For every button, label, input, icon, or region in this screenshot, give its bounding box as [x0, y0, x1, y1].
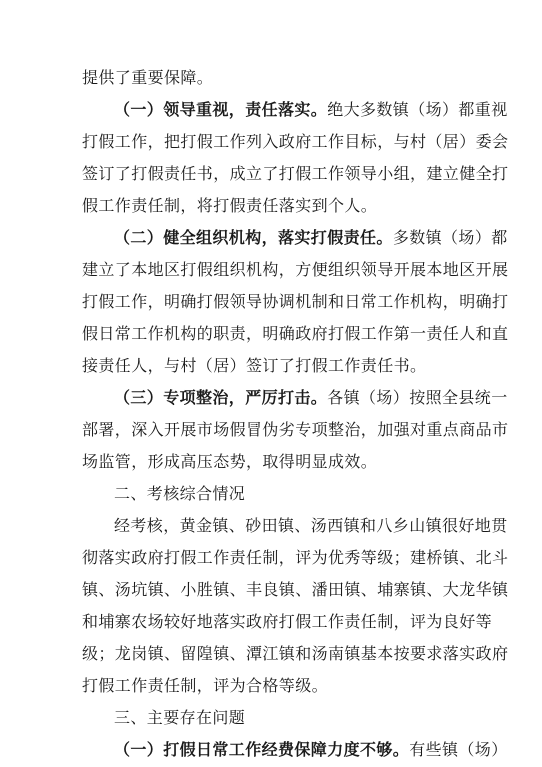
paragraph-heading: （一）领导重视，责任落实。: [114, 100, 328, 119]
line-text: 部署，深入开展市场假冒伪劣专项整治，加强对重点商品市: [82, 420, 509, 439]
line-text: 级；龙岗镇、留隍镇、潭江镇和汤南镇基本按要求落实政府: [82, 644, 509, 663]
paragraph-line: [82, 350, 466, 382]
line-text: 假日常工作机构的职责，明确政府打假工作第一责任人和直: [82, 324, 509, 343]
paragraph-line: [82, 606, 493, 638]
line-text: 签订了打假责任书，成立了打假工作领导小组，建立健全打: [82, 164, 509, 183]
paragraph-first-line: [82, 382, 508, 414]
section-title: 三、主要存在问题: [114, 708, 246, 727]
paragraph-line: [82, 670, 466, 702]
line-text: 绝大多数镇（场）都重视: [327, 100, 508, 119]
line-text: 彻落实政府打假工作责任制，评为优秀等级；建桥镇、北斗: [82, 548, 509, 567]
section-title: 二、考核综合情况: [114, 484, 246, 503]
line-text: 提供了重要保障。: [82, 68, 214, 87]
paragraph-heading: （三）专项整治，严厉打击。: [114, 388, 328, 407]
line-text: 打假工作，明确打假领导协调机制和日常工作机构，明确打: [82, 292, 509, 311]
line-text: 经考核，黄金镇、砂田镇、汤西镇和八乡山镇很好地贯: [114, 516, 508, 535]
paragraph-first-line: [82, 222, 508, 254]
document-page: [82, 62, 509, 766]
line-text: 镇、汤坑镇、小胜镇、丰良镇、潘田镇、埔寨镇、大龙华镇: [82, 580, 509, 599]
paragraph-heading: （二）健全组织机构，落实打假责任。: [114, 228, 393, 247]
paragraph-line: [82, 638, 509, 670]
paragraph-line: [82, 126, 509, 158]
line-text: 建立了本地区打假组织机构，方便组织领导开展本地区开展: [82, 260, 509, 279]
line-text: 打假工作，把打假工作列入政府工作目标，与村（居）委会: [82, 132, 509, 151]
section-heading: [82, 478, 466, 510]
paragraph-line: [82, 574, 509, 606]
line-text: 假工作责任制，将打假责任落实到个人。: [82, 196, 378, 215]
paragraph-line: [82, 158, 509, 190]
paragraph-line: [82, 190, 466, 222]
paragraph-line: [82, 542, 509, 574]
line-text: 打假工作责任制，评为合格等级。: [82, 676, 329, 695]
paragraph-heading: （一）打假日常工作经费保障力度不够。: [114, 740, 410, 759]
paragraph-line: [82, 286, 509, 318]
paragraph-line: [82, 254, 509, 286]
line-text: 多数镇（场）都: [392, 228, 508, 247]
paragraph-line: [82, 446, 466, 478]
section-heading: [82, 702, 466, 734]
paragraph-line: [82, 414, 509, 446]
line-text: 各镇（场）按照全县统一: [327, 388, 508, 407]
paragraph-first-line: [82, 94, 508, 126]
paragraph-line: [82, 62, 466, 94]
line-text: 和埔寨农场较好地落实政府打假工作责任制，评为良好等: [82, 612, 493, 631]
paragraph-line: [82, 318, 509, 350]
line-text: 有些镇（场）: [409, 740, 508, 759]
paragraph-first-line: [82, 510, 508, 542]
paragraph-first-line: [82, 734, 508, 766]
line-text: 场监管，形成高压态势，取得明显成效。: [82, 452, 378, 471]
line-text: 接责任人，与村（居）签订了打假工作责任书。: [82, 356, 427, 375]
